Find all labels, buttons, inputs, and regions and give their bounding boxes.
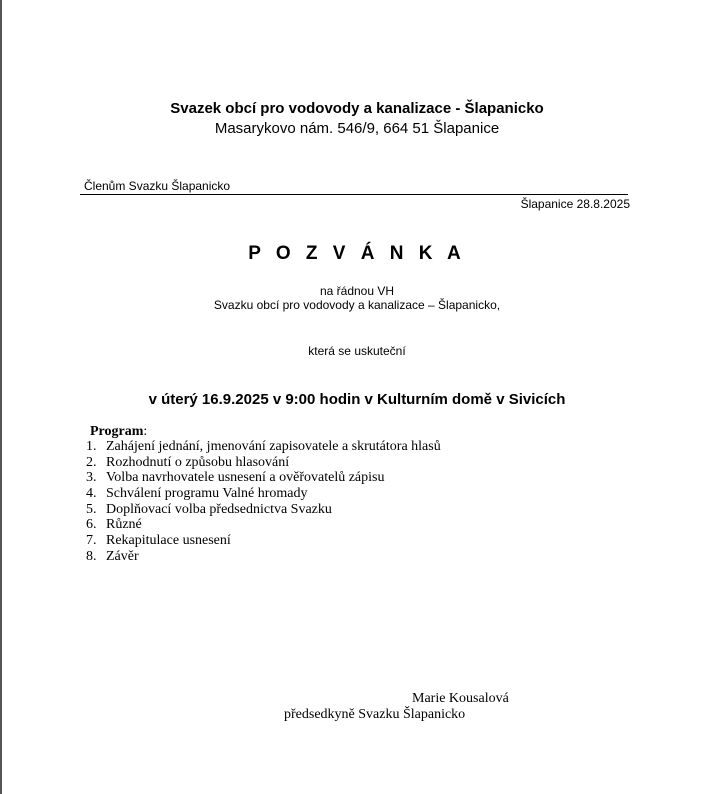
program-item-number: 8. — [86, 548, 97, 564]
program-item-number: 4. — [86, 486, 97, 502]
program-item-text: Volba navrhovatele usnesení a ověřovatelů zápisu — [106, 470, 385, 486]
subtitle-line-1: na řádnou VH — [319, 284, 395, 298]
program-item-text: Doplňovací volba předsednictva Svazku — [106, 501, 332, 517]
program-item-number: 3. — [86, 470, 97, 486]
program-label-colon: : — [143, 424, 148, 439]
signer-role: předsedkyně Svazku Šlapanicko — [284, 707, 466, 722]
program-item-number: 1. — [86, 439, 97, 454]
program-item-text: Zahájení jednání, jmenování zapisovatele a skrutátora hlasů — [106, 439, 441, 454]
program-item — [86, 470, 441, 486]
program-item-number: 6. — [86, 517, 97, 533]
program-item-text: Rozhodnutí o způsobu hlasování — [106, 454, 290, 470]
program-item — [86, 502, 441, 518]
program-item-number: 2. — [86, 454, 97, 470]
subtitle-line-2: Svazku obcí pro vodovody a kanalizace – Šlapanicko, — [213, 298, 501, 312]
program-item-text: Rekapitulace usnesení — [106, 533, 231, 549]
program-item-text: Závěr — [106, 548, 139, 564]
subtitle-line-3: která se uskuteční — [308, 344, 406, 358]
program-item-text: Různé — [106, 517, 142, 533]
document-date: Šlapanice 28.8.2025 — [520, 197, 630, 211]
org-address: Masarykovo nám. 546/9, 664 51 Šlapanice — [214, 120, 500, 137]
program-item — [86, 517, 441, 533]
recipient: Členům Svazku Šlapanicko — [84, 179, 231, 193]
program-label: Program — [90, 424, 144, 439]
signer-name: Marie Kousalová — [412, 691, 509, 706]
org-name: Svazek obcí pro vodovody a kanalizace - Šlapanicko — [170, 100, 544, 117]
event-details: v úterý 16.9.2025 v 9:00 hodin v Kulturním domě v Sivicích — [148, 391, 566, 408]
program-item-number: 7. — [86, 533, 97, 549]
program-item — [86, 549, 441, 565]
program-item — [86, 455, 441, 471]
program-item — [86, 486, 441, 502]
program-item-number: 5. — [86, 501, 97, 517]
program-item — [86, 439, 441, 455]
program-item-text: Schválení programu Valné hromady — [106, 486, 308, 502]
program-heading — [90, 424, 147, 440]
program-list — [86, 439, 441, 565]
program-item — [86, 533, 441, 549]
document-title: P O Z V Á N K A — [248, 243, 466, 264]
